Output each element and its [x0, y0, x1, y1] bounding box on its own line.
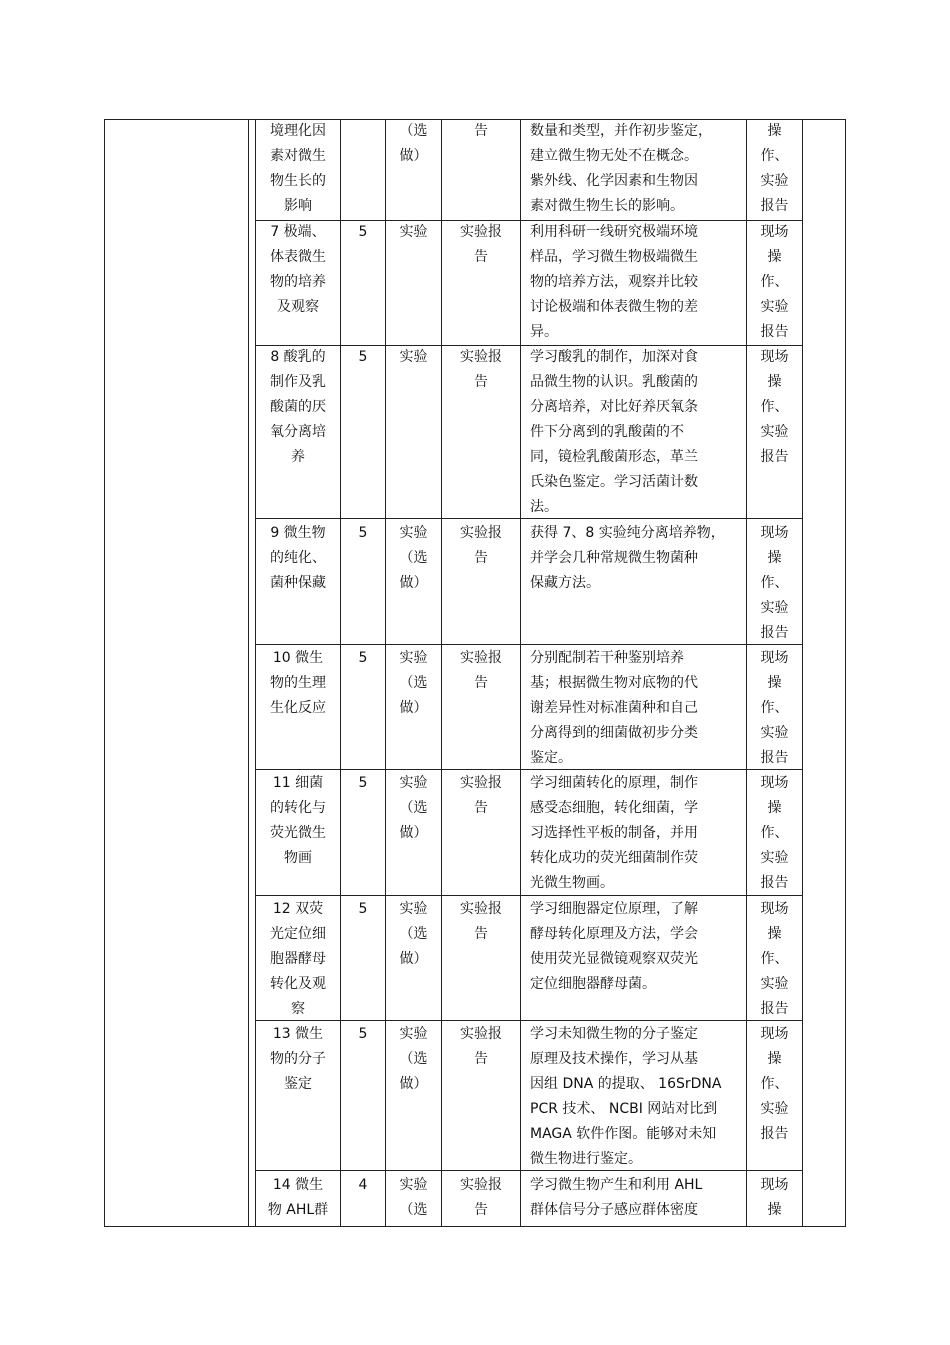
table-cell-method: 现场 操 作、 实验 报告	[760, 349, 789, 465]
table-cell-hours: 5	[358, 650, 368, 666]
table-cell-hours: 5	[358, 349, 368, 365]
table-cell-type: 实验 （选	[399, 1177, 428, 1218]
row-divider	[255, 644, 803, 645]
table-cell-type: 实验 （选 做）	[399, 775, 428, 841]
table-cell-name: 9 微生物 的纯化、 菌种保藏	[270, 525, 326, 591]
table-cell-content: 学习微生物产生和利用 AHL 群体信号分子感应群体密度	[530, 1177, 703, 1218]
col-divider	[802, 119, 803, 1227]
table-cell-assessment: 实验报 告	[460, 775, 502, 816]
table-cell-content: 分别配制若干种鉴别培养 基；根据微生物对底物的代 谢差异性对标准菌种和自己 分离得到的细菌做初步分类 鉴定。	[530, 650, 698, 766]
table-cell-name: 13 微生 物的分子 鉴定	[270, 1026, 326, 1092]
col-divider	[340, 119, 341, 1227]
col-divider	[248, 119, 249, 1227]
table-cell-name: 7 极端、 体表微生 物的培养 及观察	[270, 224, 326, 315]
table-cell-type: 实验	[399, 224, 428, 240]
table-cell-content: 学习细胞器定位原理，了解 酵母转化原理及方法，学会 使用荧光显微镜观察双荧光 定位细胞器酵母菌。	[530, 901, 698, 992]
table-cell-assessment: 实验报 告	[460, 650, 502, 691]
table-cell-hours: 5	[358, 901, 368, 917]
table-cell-name: 12 双荧 光定位细 胞器酵母 转化及观 察	[270, 901, 326, 1017]
table-cell-type: （选 做）	[399, 123, 428, 164]
table-cell-method: 现场 操	[760, 1177, 789, 1218]
table-cell-assessment: 实验报 告	[460, 901, 502, 942]
table-cell-assessment: 实验报 告	[460, 1177, 502, 1218]
table-cell-type: 实验	[399, 349, 428, 365]
table-cell-name: 10 微生 物的生理 生化反应	[270, 650, 326, 716]
table-cell-content: 学习酸乳的制作，加深对食 品微生物的认识。乳酸菌的 分离培养，对比好养厌氧条 件下分离到的乳酸菌的不 同，镜检乳酸菌形态，革兰 氏染色鉴定。学习活菌计数 法。	[530, 349, 698, 515]
table-cell-type: 实验 （选 做）	[399, 1026, 428, 1092]
table-cell-content: 学习细菌转化的原理，制作 感受态细胞，转化细菌，学 习选择性平板的制备，并用 转化成功的荧光细菌制作荧 光微生物画。	[530, 775, 698, 891]
table-cell-method: 现场 操 作、 实验 报告	[760, 525, 789, 641]
table-cell-name: 境理化因 素对微生 物生长的 影响	[270, 123, 326, 214]
table-cell-assessment: 实验报 告	[460, 349, 502, 390]
table-cell-hours: 5	[358, 224, 368, 240]
table-cell-name: 11 细菌 的转化与 荧光微生 物画	[270, 775, 326, 866]
table-cell-hours: 5	[358, 525, 368, 541]
table-cell-method: 现场 操 作、 实验 报告	[760, 901, 789, 1017]
table-cell-method: 现场 操 作、 实验 报告	[760, 775, 789, 891]
table-cell-name: 14 微生 物 AHL群	[267, 1177, 329, 1218]
table-cell-hours: 5	[358, 1026, 368, 1042]
table-cell-type: 实验 （选 做）	[399, 525, 428, 591]
table-cell-method: 现场 操 作、 实验 报告	[760, 224, 789, 340]
table-cell-assessment: 告	[474, 123, 488, 139]
table-cell-assessment: 实验报 告	[460, 525, 502, 566]
table-cell-method: 现场 操 作、 实验 报告	[760, 1026, 789, 1142]
table-cell-hours: 4	[358, 1177, 368, 1193]
table-cell-name: 8 酸乳的 制作及乳 酸菌的厌 氧分离培 养	[270, 349, 326, 465]
table-cell-assessment: 实验报 告	[460, 1026, 502, 1067]
table-cell-content: 数量和类型，并作初步鉴定， 建立微生物无处不在概念。 紫外线、化学因素和生物因 素对微生物生长的影响。	[530, 123, 712, 214]
table-cell-content: 利用科研一线研究极端环境 样品，学习微生物极端微生 物的培养方法，观察并比较 讨论极端和体表微生物的差 异。	[530, 224, 698, 340]
table-cell-assessment: 实验报 告	[460, 224, 502, 265]
table-cell-method: 操 作、 实验 报告	[760, 123, 789, 214]
col-divider	[520, 119, 521, 1227]
table-cell-content: 获得 7、8 实验纯分离培养物， 并学会几种常规微生物菌种 保藏方法。	[530, 525, 725, 591]
table-cell-type: 实验 （选 做）	[399, 901, 428, 967]
table-cell-method: 现场 操 作、 实验 报告	[760, 650, 789, 766]
table-cell-content: 学习未知微生物的分子鉴定 原理及技术操作，学习从基 因组 DNA 的提取、 16SrDNA PCR 技术、 NCBI 网站对比到 MAGA 软件作图。能够对未知 微生物进行鉴定。	[530, 1026, 722, 1167]
table-cell-hours: 5	[358, 775, 368, 791]
table-cell-type: 实验 （选 做）	[399, 650, 428, 716]
